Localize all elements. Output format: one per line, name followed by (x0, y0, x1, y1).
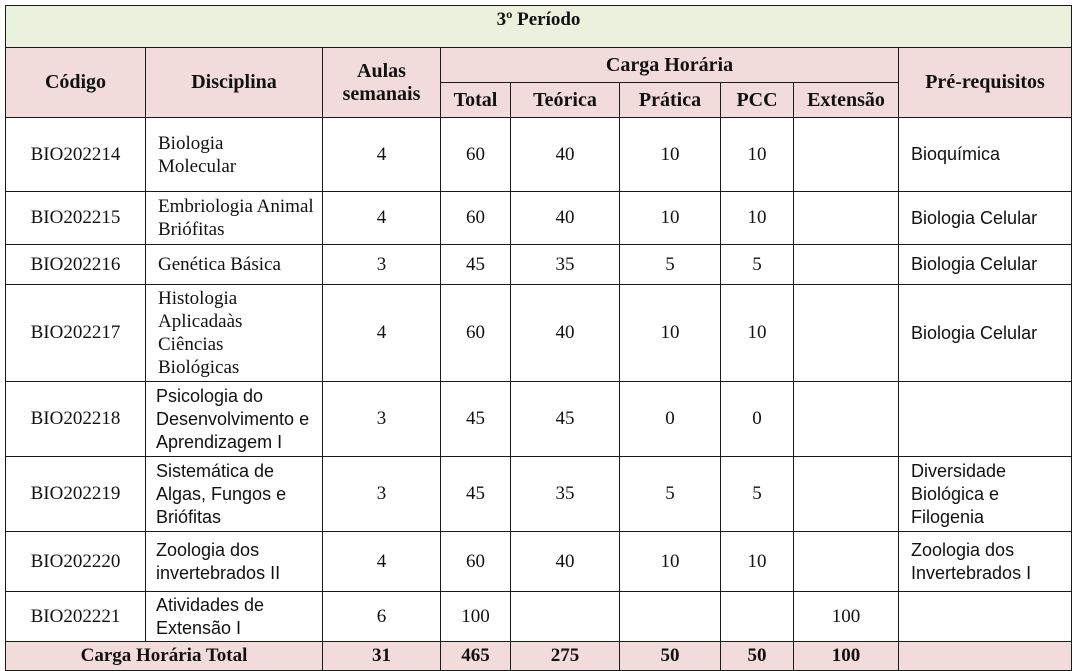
total-aulas: 31 (323, 642, 441, 671)
extensao-cell (794, 382, 899, 457)
prerequisito-cell (899, 592, 1072, 642)
disciplina-cell: Biologia Molecular (146, 118, 323, 192)
period-table (5, 5, 1072, 671)
prerequisito-cell: Biologia Celular (899, 192, 1072, 245)
total-row (6, 642, 1072, 671)
pcc-cell: 0 (721, 382, 794, 457)
aulas-cell: 3 (323, 457, 441, 532)
pratica-cell: 5 (620, 457, 721, 532)
pratica-cell: 10 (620, 192, 721, 245)
header-pcc: PCC (721, 83, 794, 118)
pcc-cell: 10 (721, 532, 794, 592)
pcc-cell: 5 (721, 245, 794, 285)
table-row (6, 285, 1072, 382)
total-cell: 100 (441, 592, 511, 642)
teorica-cell: 45 (511, 382, 620, 457)
aulas-cell: 4 (323, 285, 441, 382)
header-extensao: Extensão (794, 83, 899, 118)
extensao-cell (794, 245, 899, 285)
aulas-cell: 3 (323, 245, 441, 285)
disciplina-cell: Genética Básica (146, 245, 323, 285)
total-cell: 60 (441, 285, 511, 382)
header-aulas-semanais: Aulas semanais (323, 48, 441, 118)
prerequisito-cell: Biologia Celular (899, 285, 1072, 382)
codigo-cell: BIO202216 (6, 245, 146, 285)
prerequisito-cell: Zoologia dos Invertebrados I (899, 532, 1072, 592)
disciplina-cell: Sistemática de Algas, Fungos e Briófitas (146, 457, 323, 532)
disciplina-cell: Histologia Aplicadaàs Ciências Biológicas (146, 285, 323, 382)
teorica-cell: 35 (511, 457, 620, 532)
disciplina-cell: Psicologia do Desenvolvimento e Aprendizagem I (146, 382, 323, 457)
header-disciplina: Disciplina (146, 48, 323, 118)
pratica-cell: 0 (620, 382, 721, 457)
total-pcc: 50 (721, 642, 794, 671)
total-cell: 60 (441, 192, 511, 245)
extensao-cell: 100 (794, 592, 899, 642)
pcc-cell (721, 592, 794, 642)
prerequisito-cell: Diversidade Biológica e Filogenia (899, 457, 1072, 532)
aulas-cell: 4 (323, 118, 441, 192)
disciplina-cell: Zoologia dos invertebrados II (146, 532, 323, 592)
prerequisito-cell (899, 382, 1072, 457)
prerequisito-cell: Biologia Celular (899, 245, 1072, 285)
codigo-cell: BIO202220 (6, 532, 146, 592)
total-cell: 60 (441, 118, 511, 192)
total-cell: 45 (441, 245, 511, 285)
teorica-cell: 40 (511, 118, 620, 192)
table-row (6, 245, 1072, 285)
extensao-cell (794, 192, 899, 245)
pcc-cell: 10 (721, 285, 794, 382)
total-cell: 45 (441, 457, 511, 532)
total-cell: 60 (441, 532, 511, 592)
header-codigo: Código (6, 48, 146, 118)
extensao-cell (794, 457, 899, 532)
table-row (6, 457, 1072, 532)
codigo-cell: BIO202217 (6, 285, 146, 382)
header-pratica: Prática (620, 83, 721, 118)
teorica-cell: 35 (511, 245, 620, 285)
total-pratica: 50 (620, 642, 721, 671)
header-teorica: Teórica (511, 83, 620, 118)
pcc-cell: 10 (721, 118, 794, 192)
prerequisito-cell: Bioquímica (899, 118, 1072, 192)
header-prerequisitos: Pré-requisitos (899, 48, 1072, 118)
total-label: Carga Horária Total (6, 642, 323, 671)
teorica-cell (511, 592, 620, 642)
aulas-cell: 4 (323, 532, 441, 592)
table-row (6, 532, 1072, 592)
pcc-cell: 5 (721, 457, 794, 532)
pratica-cell: 5 (620, 245, 721, 285)
aulas-cell: 4 (323, 192, 441, 245)
pratica-cell: 10 (620, 285, 721, 382)
codigo-cell: BIO202221 (6, 592, 146, 642)
table-row (6, 592, 1072, 642)
pratica-cell: 10 (620, 532, 721, 592)
teorica-cell: 40 (511, 192, 620, 245)
table-row (6, 382, 1072, 457)
codigo-cell: BIO202215 (6, 192, 146, 245)
extensao-cell (794, 118, 899, 192)
disciplina-cell: Atividades de Extensão I (146, 592, 323, 642)
extensao-cell (794, 532, 899, 592)
header-total: Total (441, 83, 511, 118)
header-carga-horaria: Carga Horária (441, 48, 899, 83)
codigo-cell: BIO202214 (6, 118, 146, 192)
table-row (6, 192, 1072, 245)
total-cell: 45 (441, 382, 511, 457)
teorica-cell: 40 (511, 532, 620, 592)
pcc-cell: 10 (721, 192, 794, 245)
period-title: 3º Período (6, 6, 1072, 48)
codigo-cell: BIO202218 (6, 382, 146, 457)
total-teorica: 275 (511, 642, 620, 671)
pratica-cell (620, 592, 721, 642)
total-extensao: 100 (794, 642, 899, 671)
total-total: 465 (441, 642, 511, 671)
total-prereq (899, 642, 1072, 671)
teorica-cell: 40 (511, 285, 620, 382)
extensao-cell (794, 285, 899, 382)
codigo-cell: BIO202219 (6, 457, 146, 532)
pratica-cell: 10 (620, 118, 721, 192)
table-row (6, 118, 1072, 192)
aulas-cell: 3 (323, 382, 441, 457)
aulas-cell: 6 (323, 592, 441, 642)
disciplina-cell: Embriologia Animal Briófitas (146, 192, 323, 245)
